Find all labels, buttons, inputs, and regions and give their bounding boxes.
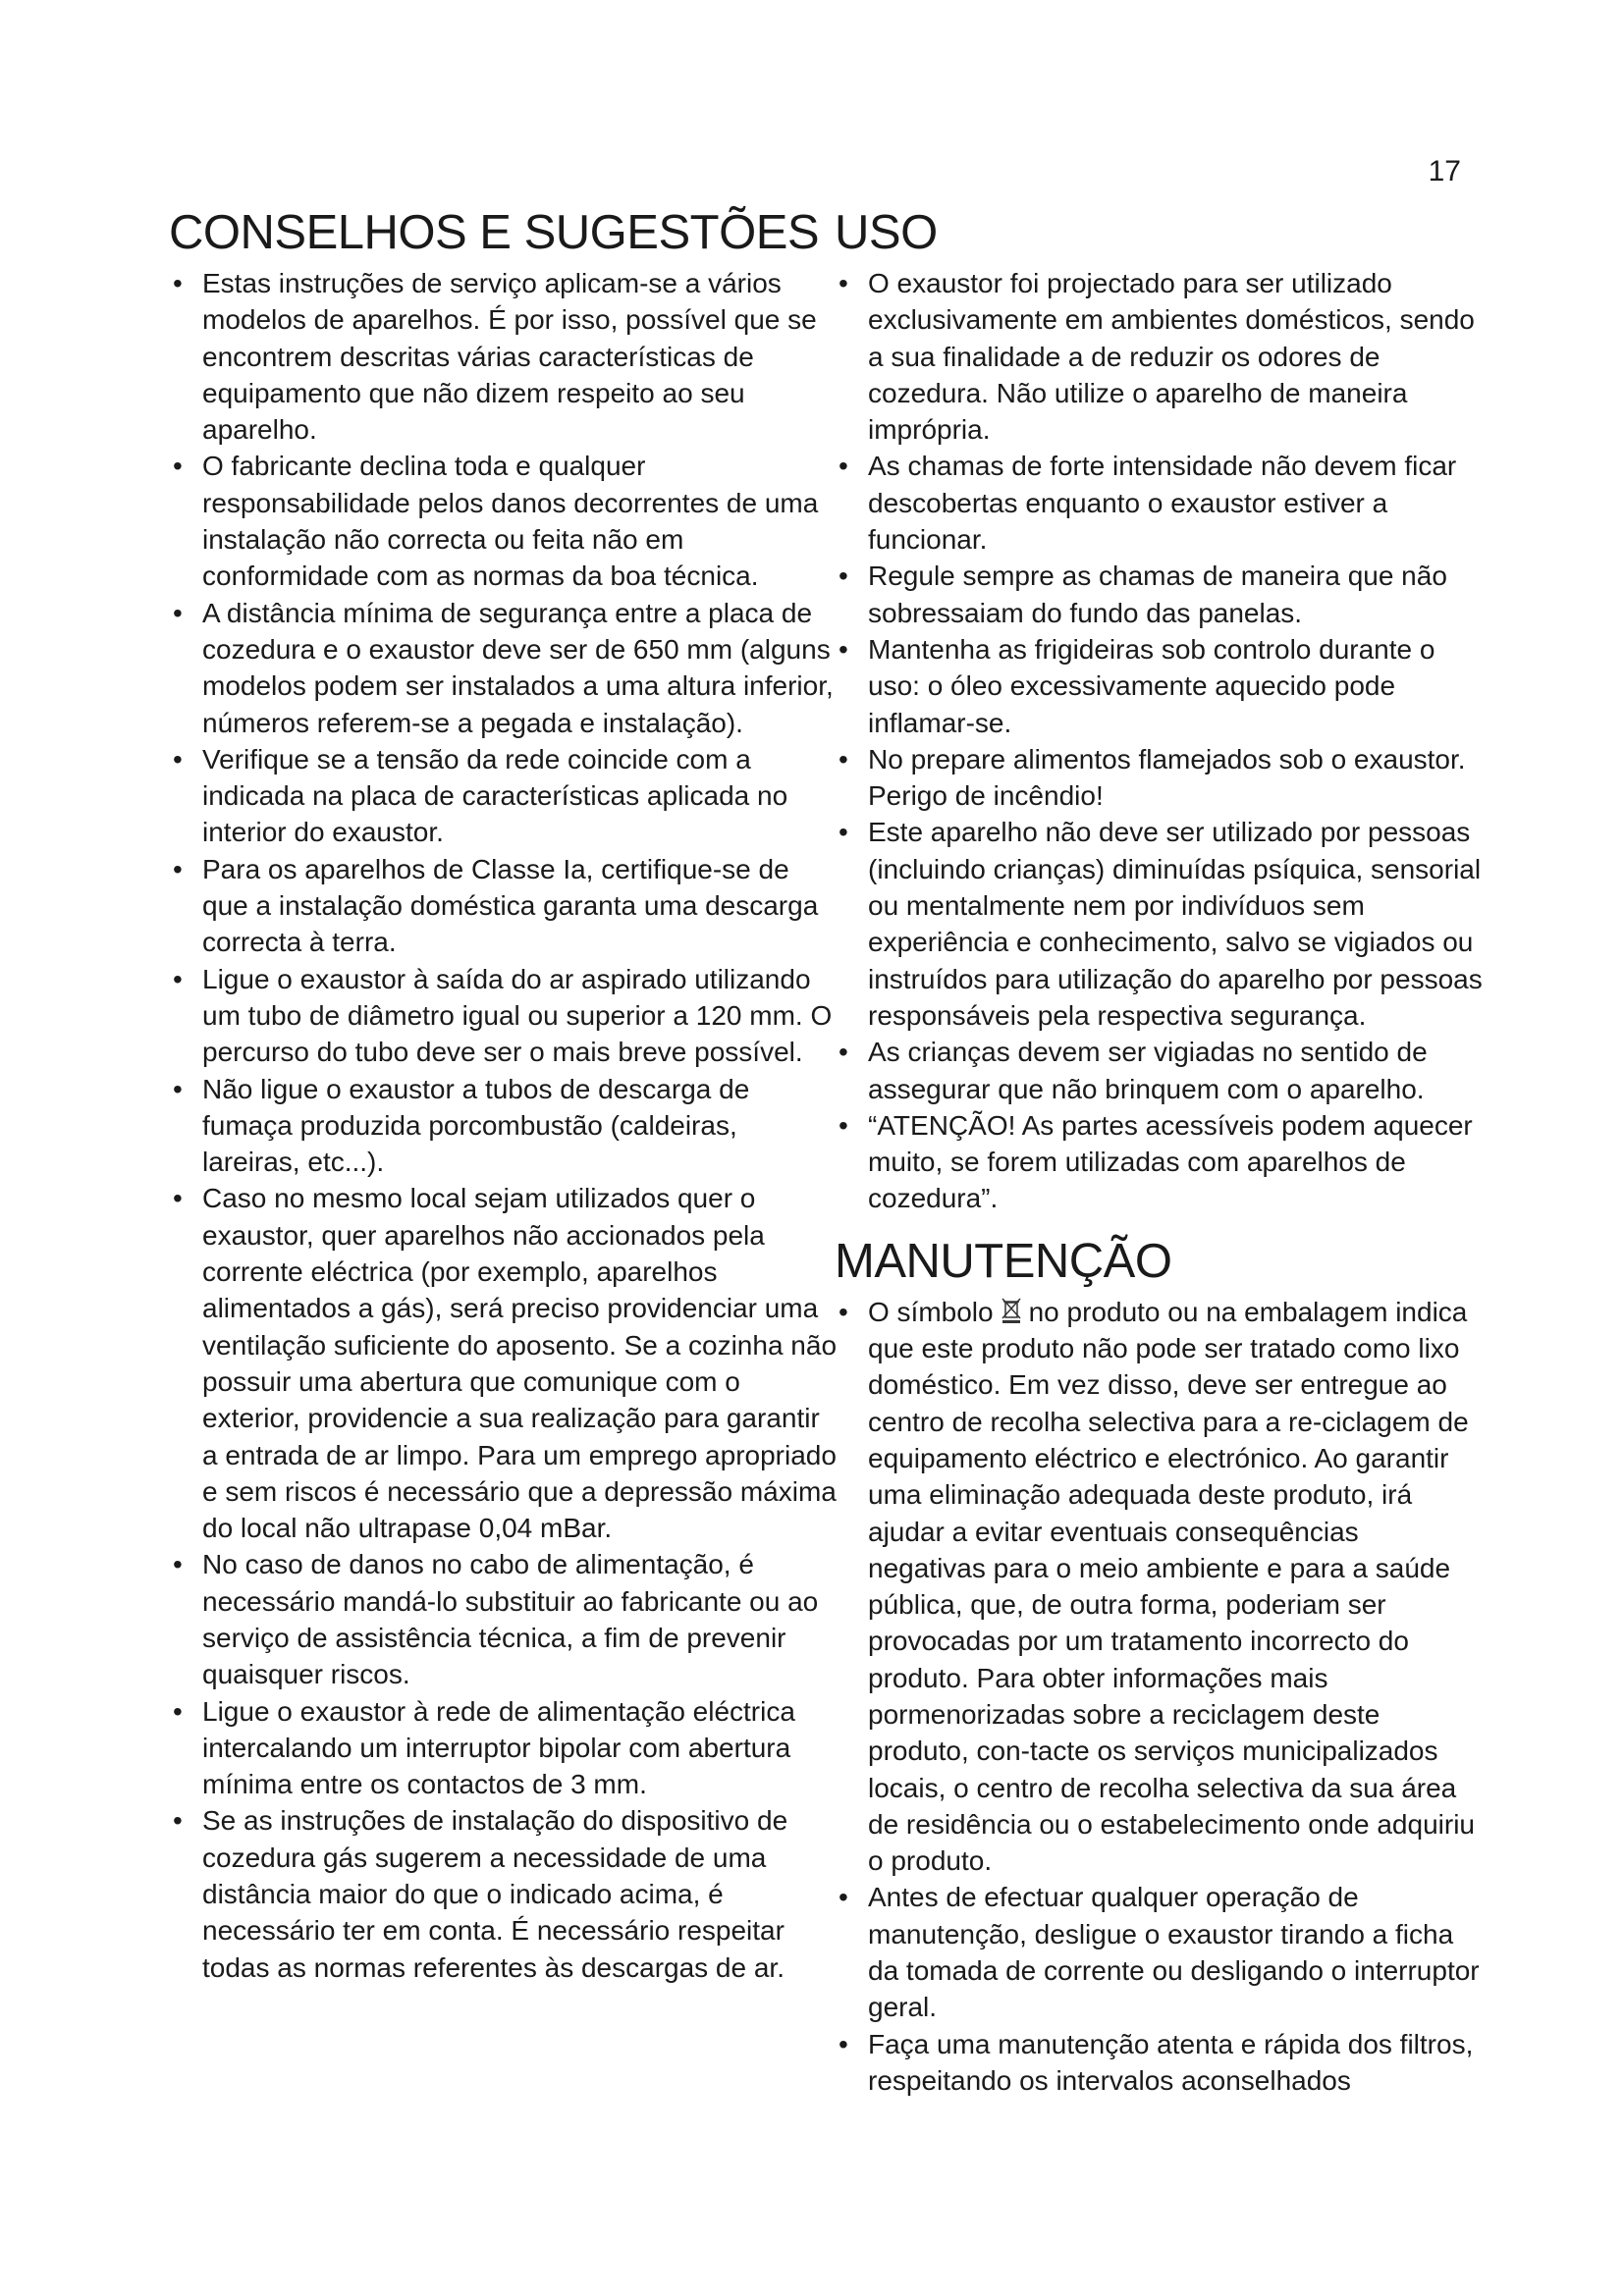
use-item: • Regule sempre as chamas de maneira que não sobressaiam do fundo das panelas.: [835, 558, 1483, 631]
advice-item: • Se as instruções de instalação do dispositivo de cozedura gás sugerem a necessidade de uma distância maior do que o indicado acima, é necessário ter em conta. É necessário respeitar todas as normas referentes às descargas de ar.: [169, 1802, 837, 1985]
advice-item: • Estas instruções de serviço aplicam-se a vários modelos de aparelhos. É por isso, possível que se encontrem descritas várias características de equipamento que não dizem respeito ao seu aparelho.: [169, 265, 837, 448]
use-item: • Mantenha as frigideiras sob controlo durante o uso: o óleo excessivamente aquecido pode inflamar-se.: [835, 631, 1483, 741]
advice-item: • Verifique se a tensão da rede coincide com a indicada na placa de características aplicada no interior do exaustor.: [169, 741, 837, 851]
page-number: 17: [1428, 155, 1461, 187]
advice-item: • No caso de danos no cabo de alimentação, é necessário mandá-lo substituir ao fabricante ou ao serviço de assistência técnica, a fim de prevenir quaisquer riscos.: [169, 1546, 837, 1692]
advice-title: CONSELHOS E SUGESTÕES: [169, 206, 820, 259]
weee-text-before: O símbolo: [868, 1296, 994, 1327]
advice-item: • Caso no mesmo local sejam utilizados quer o exaustor, quer aparelhos não accionados pela corrente eléctrica (por exemplo, aparelhos alimentados a gás), será preciso providenciar uma ventilação suficiente do aposento. Se a cozinha não possuir uma abertura que comunique com o exterior, providencie a sua realização para garantir a entrada de ar limpo. Para um emprego apropriado e sem riscos é necessário que a depressão máxima do local não ultrapase 0,04 mBar.: [169, 1180, 837, 1546]
use-item: • Este aparelho não deve ser utilizado por pessoas (incluindo crianças) diminuídas psíquica, sensorial ou mentalmente nem por indivíduos sem experiência e conhecimento, salvo se vigiados ou instruídos para utilização do aparelho por pessoas responsáveis pela respectiva segurança.: [835, 814, 1483, 1034]
advice-item: • Não ligue o exaustor a tubos de descarga de fumaça produzida porcombustão (caldeiras, lareiras, etc...).: [169, 1071, 837, 1181]
maintenance-list: [835, 1294, 1483, 2100]
maintenance-item: [835, 1294, 1483, 1880]
advice-item: • Ligue o exaustor à rede de alimentação eléctrica intercalando um interruptor bipolar com abertura mínima entre os contactos de 3 mm.: [169, 1693, 837, 1803]
advice-item: • O fabricante declina toda e qualquer responsabilidade pelos danos decorrentes de uma instalação não correcta ou feita não em conformidade com as normas da boa técnica.: [169, 448, 837, 594]
use-list: [835, 265, 1483, 1217]
advice-column: [169, 206, 837, 1986]
use-item: • “ATENÇÃO! As partes acessíveis podem aquecer muito, se forem utilizadas com aparelhos de cozedura”.: [835, 1107, 1483, 1217]
advice-item: • A distância mínima de segurança entre a placa de cozedura e o exaustor deve ser de 650 mm (alguns modelos podem ser instalados a uma altura inferior, números referem-se a pegada e instalação).: [169, 595, 837, 741]
maintenance-item: • Antes de efectuar qualquer operação de manutenção, desligue o exaustor tirando a ficha da tomada de corrente ou desligando o interruptor geral.: [835, 1879, 1483, 2025]
use-item: • O exaustor foi projectado para ser utilizado exclusivamente em ambientes domésticos, sendo a sua finalidade a de reduzir os odores de cozedura. Não utilize o aparelho de maneira imprópria.: [835, 265, 1483, 448]
use-title: USO: [835, 206, 938, 259]
advice-item: • Ligue o exaustor à saída do ar aspirado utilizando um tubo de diâmetro igual ou superior a 120 mm. O percurso do tubo deve ser o mais breve possível.: [169, 961, 837, 1071]
maintenance-title: MANUTENÇÃO: [835, 1234, 1172, 1288]
maintenance-item: • Faça uma manutenção atenta e rápida dos filtros, respeitando os intervalos aconselhados: [835, 2026, 1483, 2100]
crossed-bin-icon: [1000, 1297, 1023, 1324]
use-item: • No prepare alimentos flamejados sob o exaustor. Perigo de incêndio!: [835, 741, 1483, 815]
advice-item: • Para os aparelhos de Classe Ia, certifique-se de que a instalação doméstica garanta uma descarga correcta à terra.: [169, 851, 837, 961]
advice-list: [169, 265, 837, 1986]
use-maintenance-column: [835, 206, 1483, 2099]
use-item: • As chamas de forte intensidade não devem ficar descobertas enquanto o exaustor estiver a funcionar.: [835, 448, 1483, 558]
use-item: • As crianças devem ser vigiadas no sentido de assegurar que não brinquem com o aparelho.: [835, 1034, 1483, 1107]
weee-text-after: no produto ou na embalagem indica que este produto não pode ser tratado como lixo doméstico. Em vez disso, deve ser entregue ao centro de recolha selectiva para a re-ciclagem de equipamento eléctrico e electrónico. Ao garantir uma eliminação adequada deste produto, irá ajudar a evitar eventuais consequências negativas para o meio ambiente e para a saúde pública, que, de outra forma, poderiam ser provocadas por um tratamento incorrecto do produto. Para obter informações mais pormenorizadas sobre a reciclagem deste produto, con-tacte os serviços municipalizados locais, o centro de recolha selectiva da sua área de residência ou o estabelecimento onde adquiriu o produto.: [868, 1296, 1475, 1877]
